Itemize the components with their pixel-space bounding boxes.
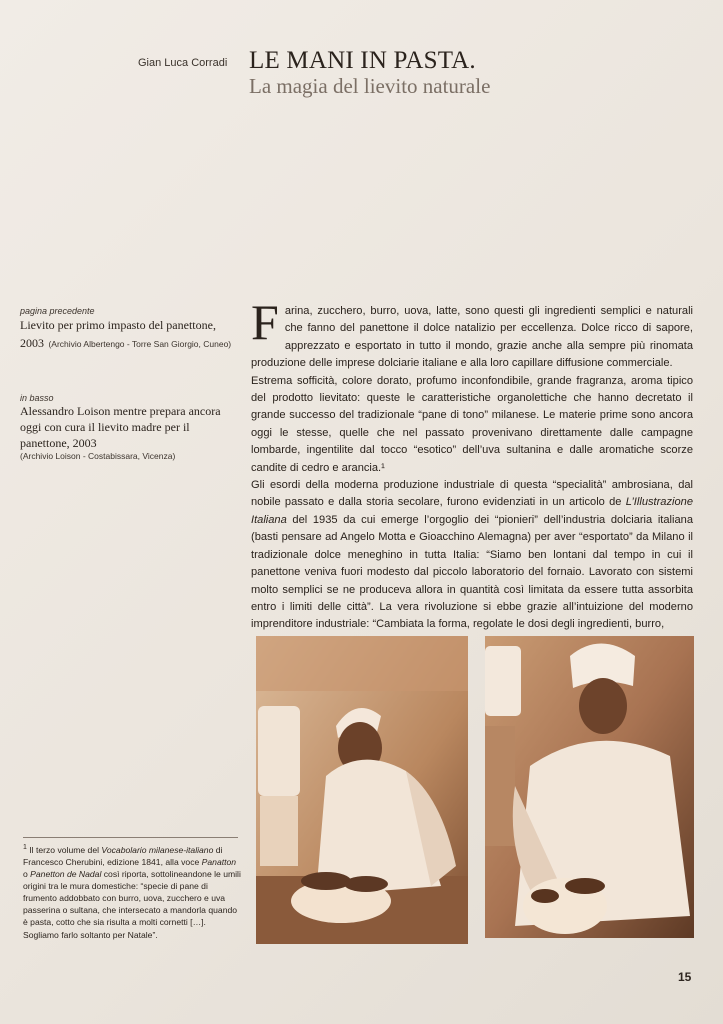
caption-source: (Archivio Albertengo - Torre San Giorgio, Cuneo) [48,339,232,349]
footnote-title: Vocabolario milanese-italiano [101,844,214,855]
footnote-divider [23,837,238,838]
paragraph-3 [251,477,693,634]
photo-baker-kneading [256,636,468,944]
footnote [23,842,241,941]
article-subtitle: La magia del lievito naturale [249,74,491,98]
footnote-text: o [23,869,31,880]
footnote-number: 1 [23,844,27,851]
caption-source: (Archivio Loison - Costabissara, Vicenza) [20,451,176,461]
article-title: LE MANI IN PASTA. [249,47,476,74]
paragraph-2: Estrema sofficità, colore dorato, profumo inconfondibile, grande fragranza, aroma tipico del prodotto lievitato: queste le caratteristiche organolettiche che hanno decretato il grande successo del tradizionale “pane di tono” milanese. Le materie prime sono ancora oggi le stesse, quelle che nel passato provenivano direttamente dalle campagne lombarde, ingentilite dal tocco “esotico” dell’uva sultanina e dalle aromatiche scorze candite di cedro e arancia.¹ [251,374,693,474]
footnote-text: Il terzo volume del [26,844,102,855]
caption-text: Alessandro Loison mentre prepara ancora oggi con cura il lievito madre per il panettone, 2003 [20,404,221,450]
footnote-text: così riporta, sottolineandone le umili origini tra le mura domestiche: “specie di pane di frumento addobbato con burro, uova, zucchero e uva passerina o sultana, che intersecato a mandorla quando è pasta, cotto che sia risulta a molti cornetti […]. Sogliamo farlo soltanto per Natale”. [23,869,241,940]
caption-label: pagina precedente [20,306,95,316]
footnote-term: Panetton de Nadal [30,869,102,880]
footnote-text: di Francesco Cherubini, edizione 1841, alla voce [23,844,223,867]
publication-name: L’Illustrazione Italiana [251,496,693,526]
photo-illustration [485,636,694,938]
footnote-term: Panatton [201,856,237,867]
photo-baker-with-dough [485,636,694,938]
caption-below [20,393,240,461]
author-name: Gian Luca Corradi [138,57,228,69]
paragraph-1 [251,294,693,373]
caption-body [20,316,240,352]
caption-text: Lievito per primo impasto del panettone, 2003 [20,318,216,350]
caption-previous-page [20,306,240,352]
paragraph-1-text: arina, zucchero, burro, uova, latte, sono questi gli ingredienti semplici e naturali che fanno del panettone il dolce natalizio per eccellenza. Dolce ricco di sapore, apprezzato e esportato in tutto il mondo, grazie anche alla sempre più rinomata produzione delle imprese dolciarie italiane e alla loro capillare diffusione commerciale. [251,305,693,370]
paragraph-3-text-b: del 1935 da cui emerge l’orgoglio dei “pionieri” dell’industria dolciaria italiana (basti pensare ad Angelo Motta e Gioacchino Alemagna) per aver “esportato” da Milano il tradizionale dolce meneghino in tutta Italia: “Siamo ben lontani dal tempo in cui il panettone veniva fuori modesto dal piccolo laboratorio del fornaio. Lavorato con sistemi molto semplici se ne produceva allora in quantità così limitata da essere tutta assorbita entro i limiti delle città”. La vera rivoluzione si ebbe grazie all’intuizione del moderno imprenditore industriale: “Cambiata la forma, regolate le dosi degli ingredienti, burro, [251,513,693,631]
paragraph-3-text-a: Gli esordi della moderna produzione industriale di questa “specialità” ambrosiana, dal nobile passato e dalla storia secolare, furono evidenziati in un articolo de [251,479,693,509]
photo-illustration [256,636,468,944]
caption-label: in basso [20,393,54,403]
article-body [251,294,693,634]
page-number: 15 [678,970,692,984]
drop-cap: F [251,294,279,350]
